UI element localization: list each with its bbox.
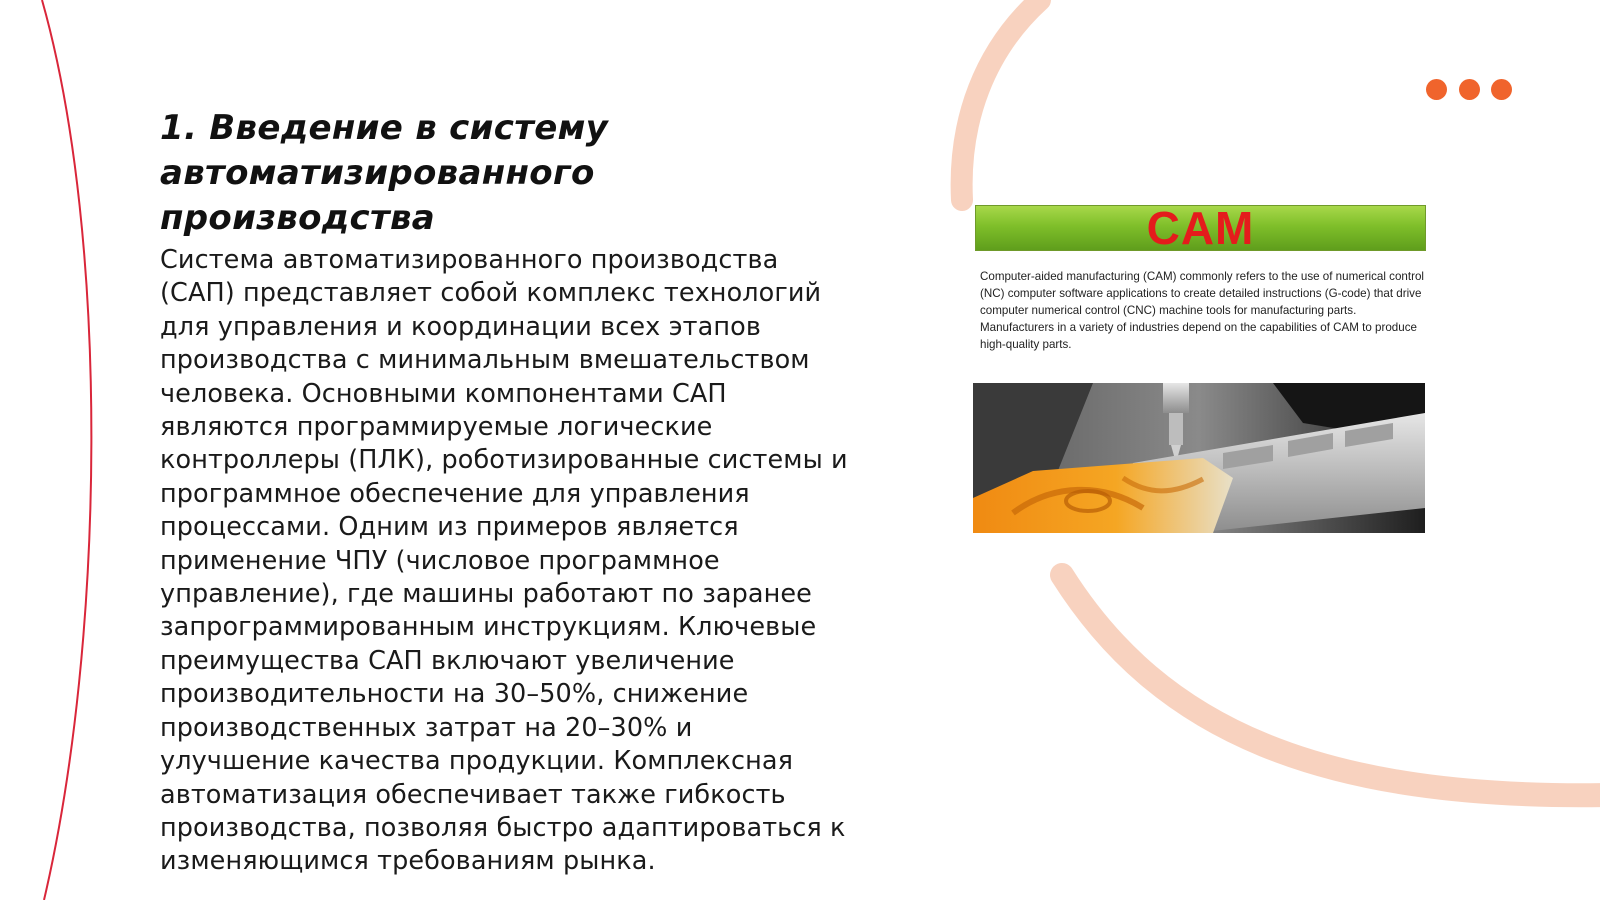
dot [1491,79,1512,100]
cam-description: Computer-aided manufacturing (CAM) commonly refers to the use of numerical control (NC) computer software applications to create detailed instructions (G-code) that drive computer numerical control (CNC) machine tools for manufacturing parts. Manufacturers in a variety of industries depend on the capabilities of CAM to produce high-quality parts. [980,270,1424,351]
slide-body-text: Система автоматизированного производства (САП) представляет собой комплекс технологий для управления и координации всех этапов производства с минимальным вмешательством человека. Основными компонентами САП являются программируемые логические контроллеры (ПЛК), роботизированные системы и программное обеспечение для управления процессами. Одним из примеров является применение ЧПУ (числовое программное управление), где машины работают по заранее запрограммированным инструкциям. Ключевые преимущества САП включают увеличение производительности на 30–50%, снижение производственных затрат на 20–30% и улучшение качества продукции. Комплексная автоматизация обеспечивает также гибкость производства, позволяя быстро адаптироваться к изменяющимся требованиям рынка. [160,245,848,877]
slide-dots [1426,79,1512,101]
dot [1459,79,1480,100]
dot [1426,79,1447,100]
cnc-milling-photo [973,383,1425,533]
left-arc-line [42,0,91,900]
slide-title: 1. Введение в систему автоматизированного производства [160,108,609,238]
cam-banner [975,205,1426,251]
decor-ring-top [962,0,1040,200]
cam-banner-title: CAM [1146,205,1255,251]
decor-ring-bottom [1062,575,1600,795]
cam-info-card [973,205,1427,535]
